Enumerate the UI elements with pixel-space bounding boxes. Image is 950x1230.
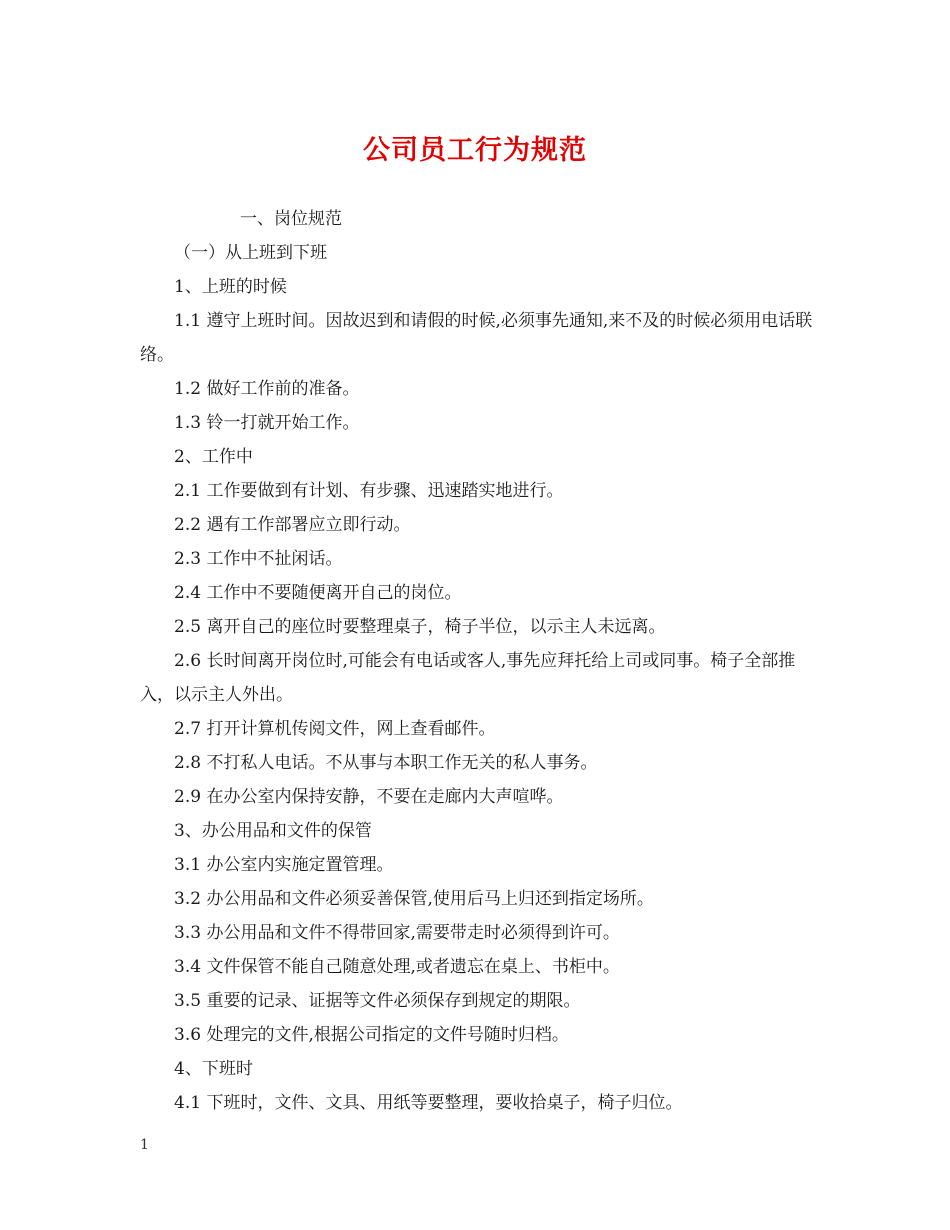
paragraph: 3.6 处理完的文件,根据公司指定的文件号随时归档。 <box>174 1025 569 1045</box>
paragraph: 2.5 离开自己的座位时要整理桌子，椅子半位，以示主人未远离。 <box>174 617 666 637</box>
item-heading: 1、上班的时候 <box>174 277 287 297</box>
paragraph: 2.1 工作要做到有计划、有步骤、迅速踏实地进行。 <box>174 481 564 501</box>
document-body <box>140 202 815 1120</box>
paragraph: 4.1 下班时，文件、文具、用纸等要整理，要收拾桌子，椅子归位。 <box>174 1093 683 1113</box>
paragraph: 2.7 打开计算机传阅文件，网上查看邮件。 <box>174 719 496 739</box>
paragraph: 2.3 工作中不扯闲话。 <box>174 549 343 569</box>
paragraph: 3.2 办公用品和文件必须妥善保管,使用后马上归还到指定场所。 <box>174 889 654 909</box>
paragraph: 3.5 重要的记录、证据等文件必须保存到规定的期限。 <box>174 991 581 1011</box>
item-heading: 4、下班时 <box>174 1059 253 1079</box>
paragraph: 2.9 在办公室内保持安静，不要在走廊内大声喧哗。 <box>174 787 564 807</box>
paragraph: 1.3 铃一打就开始工作。 <box>174 413 360 433</box>
paragraph: 2.4 工作中不要随便离开自己的岗位。 <box>174 583 462 603</box>
paragraph: 1.1 遵守上班时间。因故迟到和请假的时候,必须事先通知,来不及的时候必须用电话联络。 <box>140 311 813 365</box>
item-heading: 2、工作中 <box>174 447 253 467</box>
section-heading: 一、岗位规范 <box>240 209 342 229</box>
paragraph: 1.2 做好工作前的准备。 <box>174 379 360 399</box>
paragraph: 2.2 遇有工作部署应立即行动。 <box>174 515 411 535</box>
paragraph: 3.1 办公室内实施定置管理。 <box>174 855 394 875</box>
paragraph: 2.6 长时间离开岗位时,可能会有电话或客人,事先应拜托给上司或同事。椅子全部推入，以示主人外出。 <box>140 651 796 705</box>
subsection-heading: （一）从上班到下班 <box>174 243 327 263</box>
page-number: 1 <box>140 1137 149 1153</box>
item-heading: 3、办公用品和文件的保管 <box>174 821 372 841</box>
paragraph: 3.4 文件保管不能自己随意处理,或者遗忘在桌上、书柜中。 <box>174 957 620 977</box>
paragraph: 2.8 不打私人电话。不从事与本职工作无关的私人事务。 <box>174 753 598 773</box>
document-title: 公司员工行为规范 <box>363 135 587 166</box>
paragraph: 3.3 办公用品和文件不得带回家,需要带走时必须得到许可。 <box>174 923 620 943</box>
